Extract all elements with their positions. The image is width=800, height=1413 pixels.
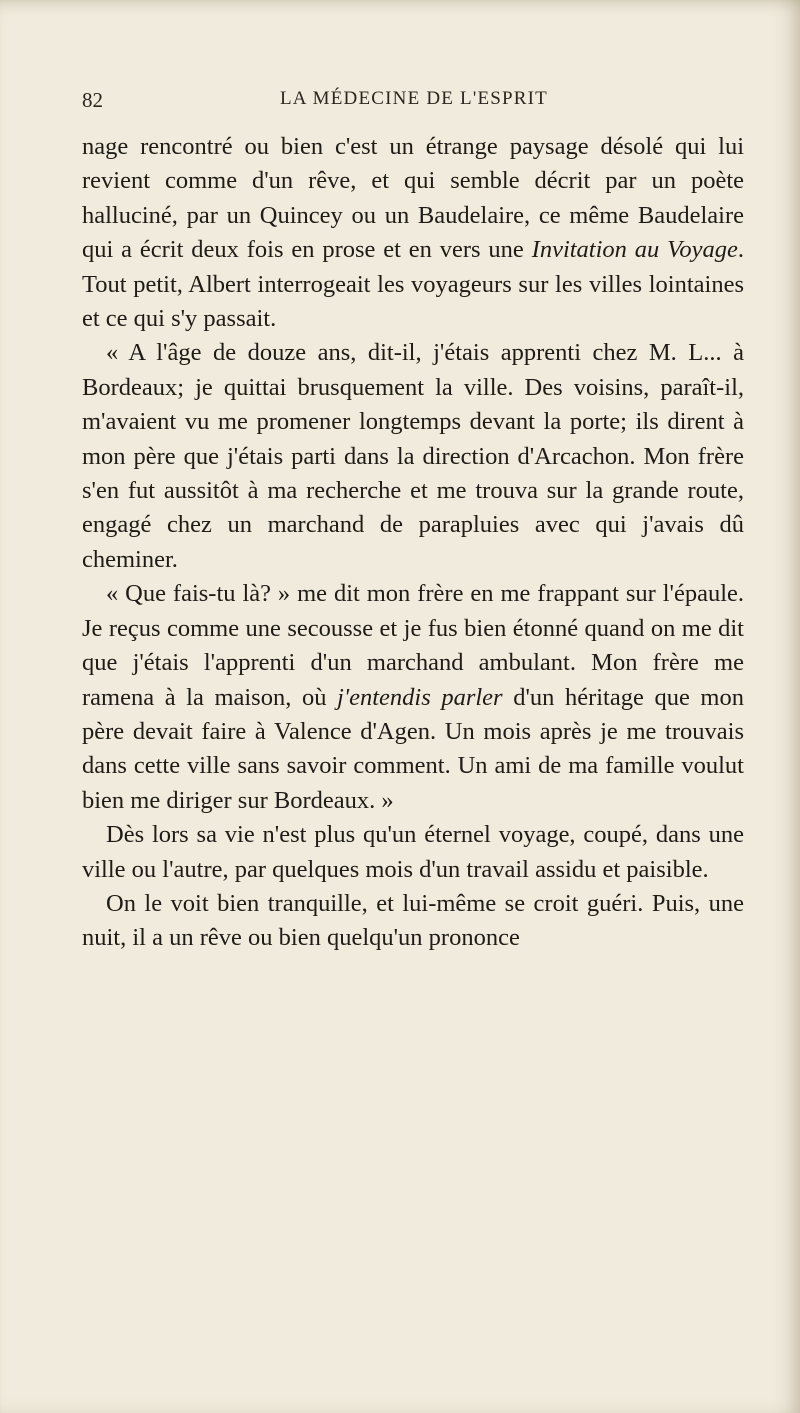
italic-title: Invitation au Voyage <box>531 236 738 264</box>
page-number: 82 <box>82 88 103 112</box>
paragraph-text: Dès lors sa vie n'est plus qu'un éternel voyage, coupé, dans une ville ou l'autre, par quelques mois d'un travail assidu et paisible. <box>82 821 744 883</box>
running-head <box>82 88 746 118</box>
paragraph-text: . Tout petit, Albert interrogeait les voyageurs sur les villes lointaines et ce qui s'y passait. <box>82 236 744 333</box>
paragraph-2 <box>82 336 744 577</box>
paragraph-text: nage rencontré ou bien c'est un étrange paysage désolé qui lui revient comme d'un rêve, et qui semble décrit par un poète halluciné, par un Quincey ou un Baudelaire, ce même Baudelaire qui a écrit deux fois en prose et en vers une <box>82 133 744 264</box>
running-title: LA MÉDECINE DE L'ESPRIT <box>280 88 548 109</box>
paragraph-text: « A l'âge de douze ans, dit-il, j'étais apprenti chez M. L... à Bordeaux; je quittai brusquement la ville. Des voisins, paraît-il, m'avaient vu me promener longtemps devant la porte; ils dirent à mon père que j'étais parti dans la direction d'Arcachon. Mon frère s'en fut aussitôt à ma recherche et me trouva sur la grande route, engagé chez un marchand de parapluies avec qui j'avais dû cheminer. <box>82 339 744 573</box>
paragraph-1 <box>82 130 744 336</box>
paragraph-text: On le voit bien tranquille, et lui-même se croit guéri. Puis, une nuit, il a un rêve ou bien quelqu'un prononce <box>82 889 744 952</box>
italic-phrase: j'entendis parler <box>337 683 503 711</box>
paragraph-4 <box>82 818 744 887</box>
paragraph-text: « Que fais-tu là? » me dit mon frère en me frappant sur l'épaule. Je reçus comme une secousse et je fus bien étonné quand on me dit que j'étais l'apprenti d'un marchand ambulant. Mon frère me ramena à la maison, où <box>82 580 744 711</box>
paragraph-5 <box>82 887 744 956</box>
body-text <box>82 130 744 956</box>
paragraph-text: d'un héritage que mon père devait faire à Valence d'Agen. Un mois après je me trouvais dans cette ville sans savoir comment. Un ami de ma famille voulut bien me diriger sur Bordeaux. » <box>82 683 744 814</box>
paragraph-3 <box>82 577 744 818</box>
